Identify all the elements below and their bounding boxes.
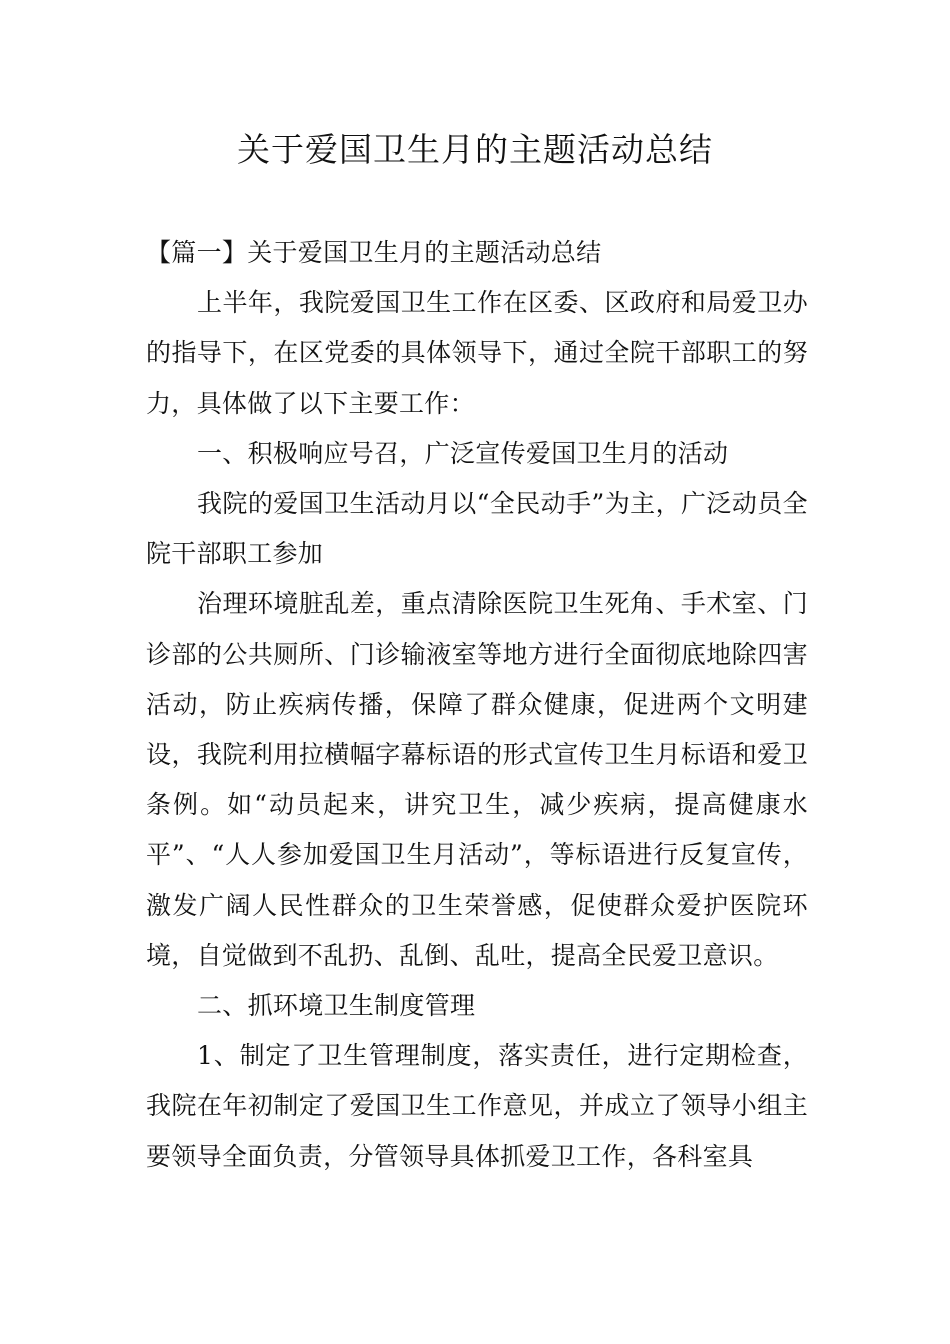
paragraph-environment: 治理环境脏乱差，重点清除医院卫生死角、手术室、门诊部的公共厕所、门诊输液室等地方进行全面彻底地除四害活动，防止疾病传播，保障了群众健康，促进两个文明建设，我院利用拉横幅字幕标语的形式宣传卫生月标语和爱卫条例。如“动员起来，讲究卫生，减少疾病，提高健康水平”、“人人参加爱国卫生月活动”，等标语进行反复宣传，激发广阔人民性群众的卫生荣誉感，促使群众爱护医院环境，自觉做到不乱扔、乱倒、乱吐，提高全民爱卫意识。 [146, 589, 808, 970]
paragraph-intro: 上半年，我院爱国卫生工作在区委、区政府和局爱卫办的指导下，在区党委的具体领导下，通过全院干部职工的努力，具体做了以下主要工作： [146, 288, 808, 418]
paragraph-campaign: 我院的爱国卫生活动月以“全民动手”为主，广泛动员全院干部职工参加 [146, 489, 808, 569]
heading-section-1: 一、积极响应号召，广泛宣传爱国卫生月的活动 [197, 438, 729, 468]
paragraph-management: 1、制定了卫生管理制度，落实责任，进行定期检查，我院在年初制定了爱国卫生工作意见，并成立了领导小组主要领导全面负责，分管领导具体抓爱卫工作，各科室具 [146, 1041, 808, 1171]
document-title: 关于爱国卫生月的主题活动总结 [237, 130, 713, 169]
section-heading-part-one: 【篇一】关于爱国卫生月的主题活动总结 [146, 238, 602, 267]
heading-section-2: 二、抓环境卫生制度管理 [197, 991, 476, 1021]
document-body [146, 228, 808, 1182]
